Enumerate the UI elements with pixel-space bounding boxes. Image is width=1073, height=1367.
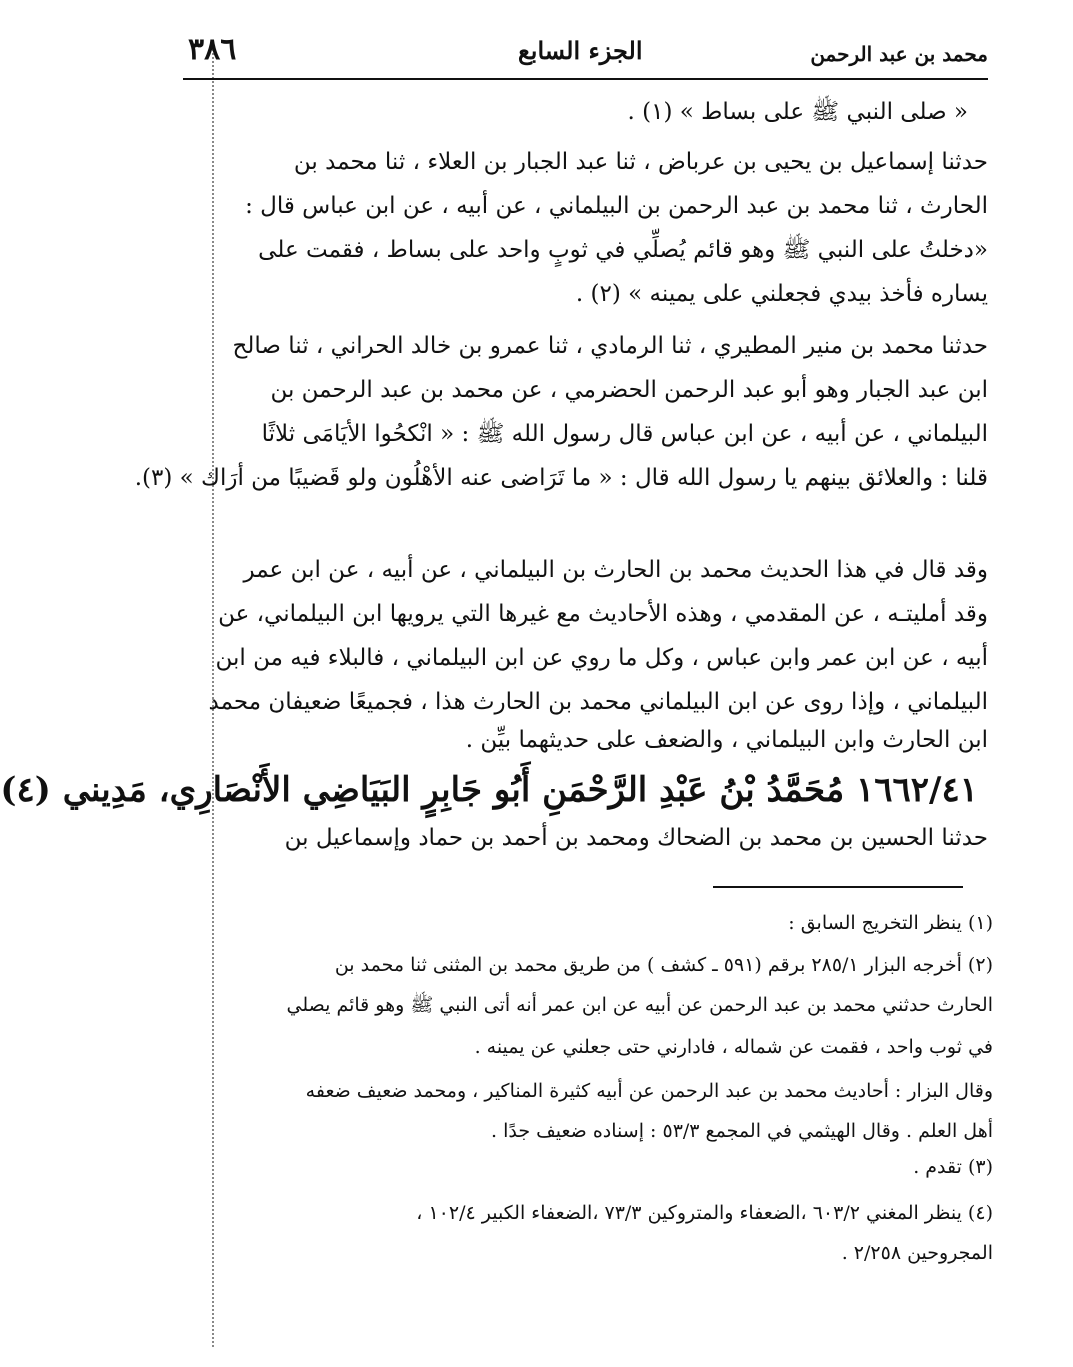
body-line: البيلماني ، عن أبيه ، عن ابن عباس قال رسول الله ﷺ : « انْكحُوا الأيَامَى ثلاثًا	[261, 421, 988, 447]
body-line: قلنا : والعلائق بينهم يا رسول الله قال : « ما تَرَاضى عنه الأهْلُون ولو قَضيبًا من أرَاك » (٣).	[134, 465, 988, 491]
body-line: أبيه ، عن ابن عمر وابن عباس ، وكل ما روي عن ابن البيلماني ، فالبلاء فيه من ابن	[215, 645, 988, 671]
footnote-line: (٢) أخرجه البزار ٢٨٥/١ برقم (٥٩١ ـ كشف ) من طريق محمد بن المثنى ثنا محمد بن	[334, 954, 993, 976]
body-line: حدثنا محمد بن منير المطيري ، ثنا الرمادي ، ثنا عمرو بن خالد الحراني ، ثنا صالح	[232, 333, 988, 359]
header-rule	[183, 78, 988, 80]
footnote-line: (٤) ينظر المغني ٦٠٣/٢ ،الضعفاء والمتروكين ٧٣/٣ ،الضعفاء الكبير ١٠٢/٤ ،	[416, 1202, 993, 1224]
body-line: ابن الحارث وابن البيلماني ، والضعف على حديثهما بيِّن .	[465, 727, 988, 753]
body-line: يساره فأخذ بيدي فجعلني على يمينه » (٢) .	[575, 281, 988, 307]
body-line: حدثنا إسماعيل بن يحيى بن عرباض ، ثنا عبد الجبار بن العلاء ، ثنا محمد بن	[293, 149, 988, 175]
footnote-line: وقال البزار : أحاديث محمد بن عبد الرحمن عن أبيه كثيرة المناكير ، ومحمد ضعيف ضعفه	[305, 1080, 993, 1102]
footnote-rule	[713, 886, 963, 888]
footnote-line: (٣) تقدم .	[913, 1156, 993, 1178]
body-line: ابن عبد الجبار وهو أبو عبد الرحمن الحضرمي ، عن محمد بن عبد الرحمن بن	[270, 377, 988, 403]
body-line: الحارث ، ثنا محمد بن عبد الرحمن بن البيلماني ، عن أبيه ، عن ابن عباس قال :	[245, 193, 988, 219]
body-line: وقد قال في هذا الحديث محمد بن الحارث بن البيلماني ، عن أبيه ، عن ابن عمر	[243, 557, 988, 583]
footnote-line: أهل العلم . وقال الهيثمي في المجمع ٥٣/٣ : إسناده ضعيف جدًا .	[491, 1120, 993, 1142]
footnote-line: الحارث حدثني محمد بن عبد الرحمن عن أبيه عن ابن عمر أنه أتى النبي ﷺ وهو قائم يصلي	[286, 994, 993, 1016]
page-header	[188, 30, 988, 78]
body-line: البيلماني ، وإذا روى عن ابن البيلماني محمد بن الحارث هذا ، فجميعًا ضعيفان محمد	[208, 689, 988, 715]
body-line: حدثنا الحسين بن محمد بن الضحاك ومحمد بن أحمد بن حماد وإسماعيل بن	[284, 825, 988, 851]
footnote-line: (١) ينظر التخريج السابق :	[788, 912, 993, 934]
footnote-line: في ثوب واحد ، فقمت عن شماله ، فادارني حتى جعلني عن يمينه .	[474, 1036, 993, 1058]
body-line: وقد أمليتـه ، عن المقدمي ، وهذه الأحاديث مع غيرها التي يرويها ابن البيلماني، عن	[218, 601, 988, 627]
part-title: الجزء السابع	[518, 36, 643, 65]
body-line: «دخلتُ على النبي ﷺ وهو قائم يُصلِّي في ثوبٍ واحد على بساط ، فقمت على	[258, 237, 988, 263]
running-author: محمد بن عبد الرحمن	[810, 42, 988, 66]
body-line: « صلى النبي ﷺ على بساط » (١) .	[627, 99, 968, 125]
entry-heading: ١٦٦٢/٤١ مُحَمَّدُ بْنُ عَبْدِ الرَّحْمَنِ أَبُو جَابِرٍ البَيَاضِي الأَنْصَارِي، مَدِيني (٤)	[0, 770, 978, 810]
page-number: ٣٨٦	[188, 32, 237, 67]
footnote-line: المجروحين ٢/٢٥٨ .	[841, 1242, 993, 1264]
